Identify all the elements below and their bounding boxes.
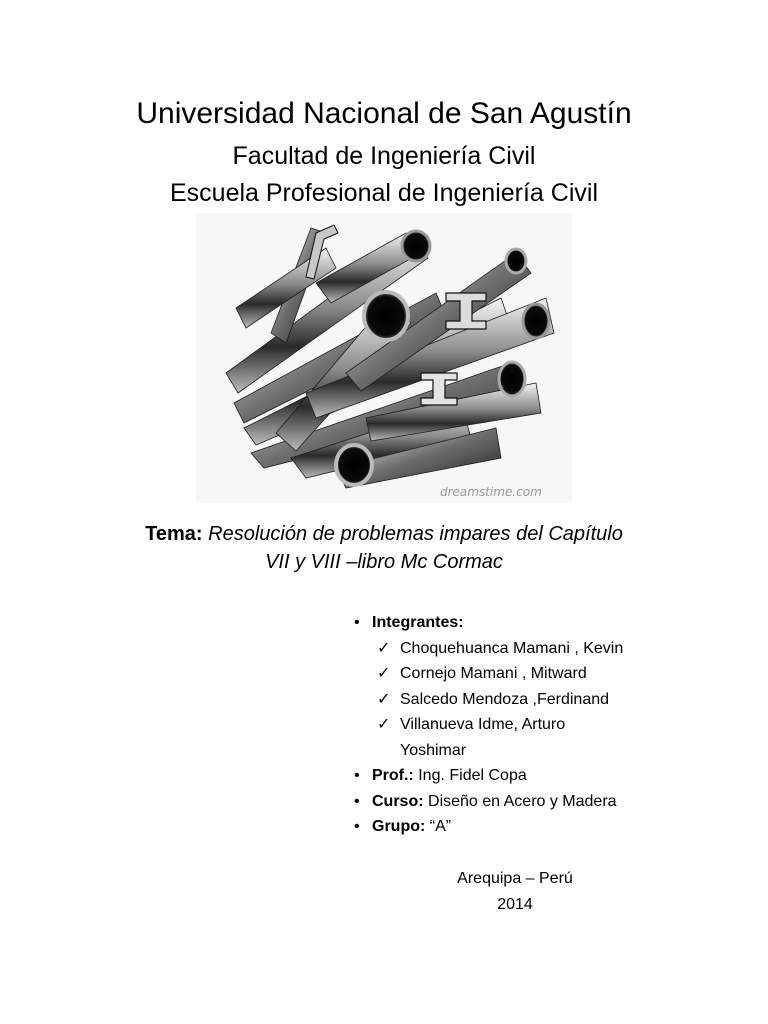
watermark-text: dreamstime.com	[440, 485, 542, 499]
university-title: Universidad Nacional de San Agustín	[136, 97, 632, 130]
member-item	[352, 687, 752, 713]
member-item	[352, 661, 752, 687]
member-name: Cornejo Mamani , Mitward	[400, 665, 587, 682]
school-title: Escuela Profesional de Ingeniería Civil	[169, 179, 598, 207]
list-item-curso	[352, 789, 752, 815]
member-name: Choquehuanca Mamani , Kevin	[400, 639, 624, 657]
check-icon: ✓	[377, 665, 391, 682]
member-name: Salcedo Mendoza ,Ferdinand	[400, 690, 610, 708]
tema-text-line-1: Resolución de problemas impares del Capítulo	[208, 523, 623, 545]
curso-label: Curso:	[372, 792, 424, 810]
faculty-title: Facultad de Ingeniería Civil	[232, 142, 536, 170]
curso-value: Diseño en Acero y Madera	[423, 792, 617, 810]
bullet-icon: •	[354, 614, 360, 631]
tema-line-2	[0, 548, 768, 576]
integrantes-label: Integrantes:	[372, 614, 464, 631]
member-name: Villanueva Idme, Arturo	[400, 716, 566, 733]
check-icon: ✓	[377, 716, 391, 733]
info-list	[352, 610, 752, 840]
bullet-icon: •	[354, 818, 360, 835]
member-item	[352, 636, 752, 662]
prof-label: Prof.:	[372, 767, 414, 784]
grupo-value: “A”	[425, 818, 452, 835]
member-name-continuation: Yoshimar	[400, 741, 467, 759]
footer-block	[390, 866, 640, 918]
bullet-icon: •	[354, 792, 360, 810]
year-text: 2014	[497, 896, 533, 913]
tema-line-1	[0, 520, 768, 548]
bullet-icon: •	[354, 767, 360, 784]
tema-block	[0, 520, 768, 576]
place-text: Arequipa – Perú	[457, 870, 573, 887]
steel-profiles-image	[196, 213, 572, 503]
member-item	[352, 712, 752, 738]
list-item-grupo	[352, 814, 752, 840]
check-icon: ✓	[377, 690, 391, 708]
prof-value: Ing. Fidel Copa	[413, 767, 527, 784]
list-item-integrantes	[352, 610, 752, 636]
grupo-label: Grupo:	[372, 818, 426, 835]
list-item-prof	[352, 763, 752, 789]
tema-text-line-2: VII y VIII –libro Mc Cormac	[265, 551, 503, 573]
check-icon: ✓	[377, 639, 391, 657]
tema-label: Tema:	[145, 523, 203, 545]
steel-profiles-illustration	[196, 213, 572, 503]
